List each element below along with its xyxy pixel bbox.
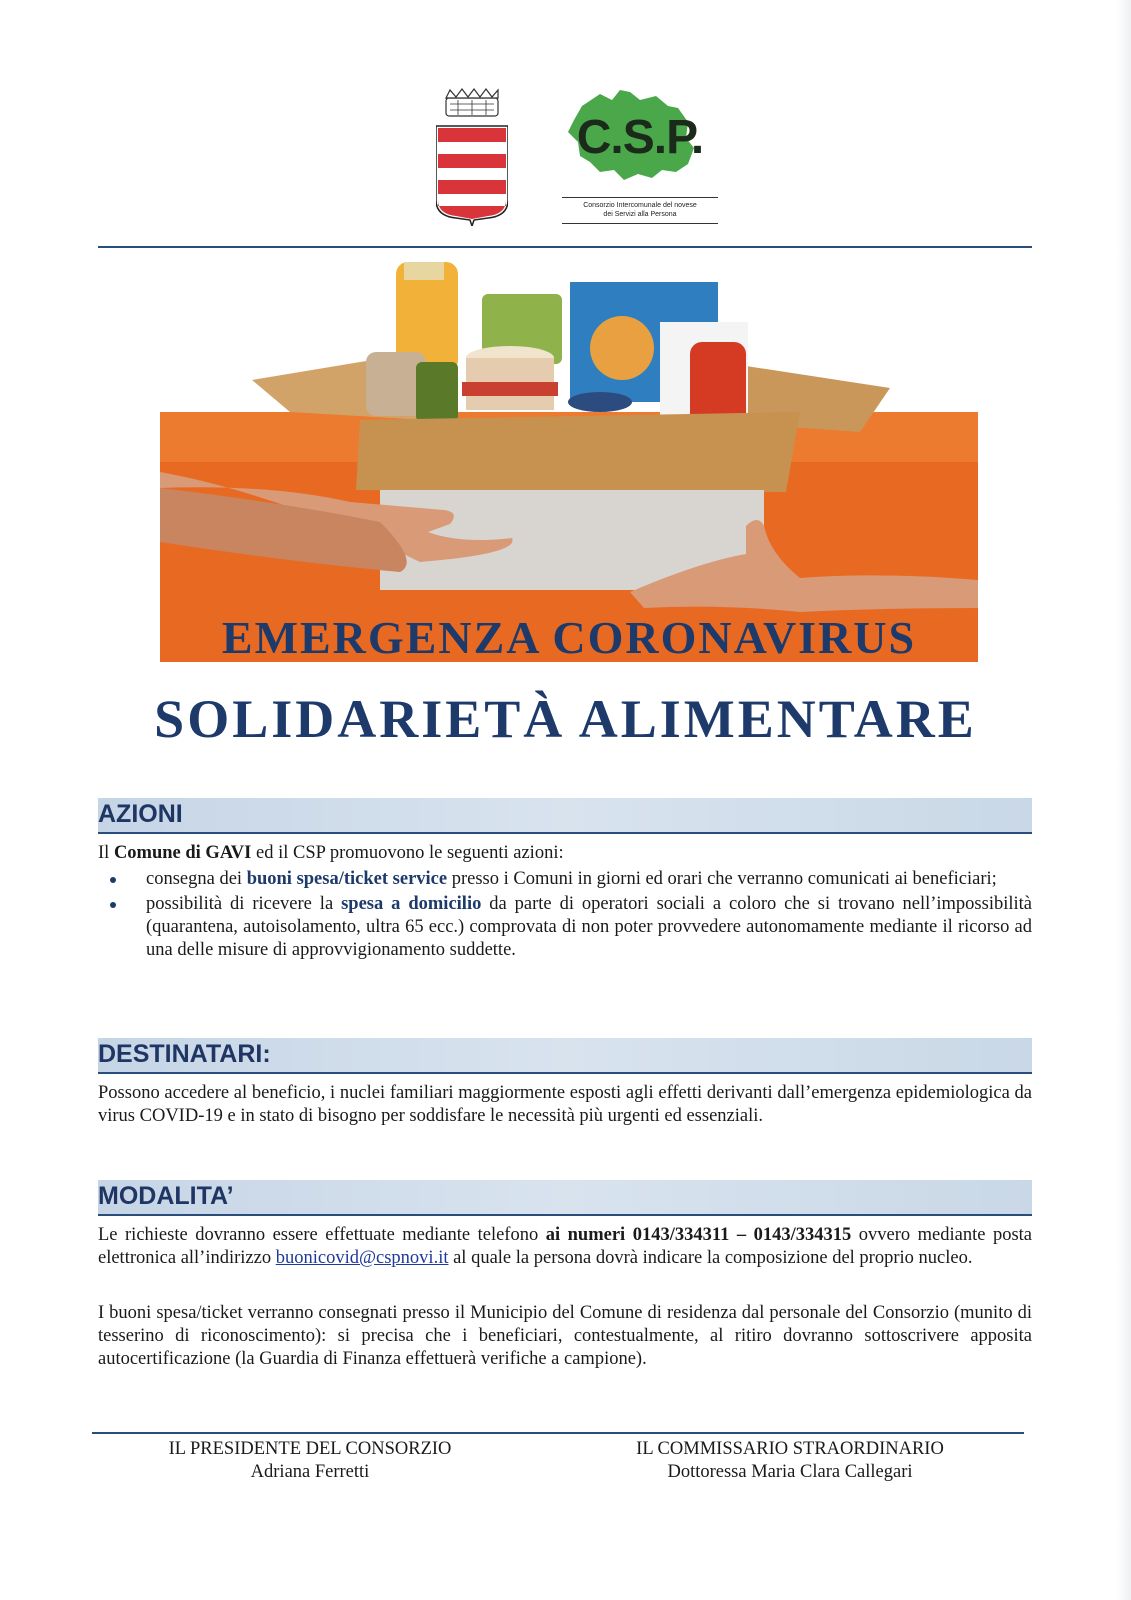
azioni-intro-pre: Il (98, 843, 114, 863)
bullet2-bold: spesa a domicilio (341, 894, 482, 914)
csp-logo-text: C.S.P. (576, 111, 704, 164)
bullet1-bold: buoni spesa/ticket service (246, 869, 448, 889)
email-link[interactable]: buonicovid@cspnovi.it (275, 1248, 449, 1268)
food-box-illustration (160, 262, 978, 662)
footer-divider (92, 1432, 1024, 1434)
bullet-dot-icon (110, 902, 116, 908)
azioni-list (98, 868, 1032, 964)
list-item (98, 868, 1032, 891)
csp-subtitle-line2: dei Servizi alla Persona (603, 211, 677, 218)
bullet1-post: presso i Comuni in giorni ed orari che verranno comunicati ai beneficiari; (447, 869, 997, 889)
destinatari-text: Possono accedere al beneficio, i nuclei familiari maggiormente esposti agli effetti derivanti dall’emergenza epidemiologica da virus COVID-19 e in stato di bisogno per soddisfare le necessità più urgenti ed essenziali. (98, 1083, 1032, 1126)
gavi-coat-of-arms-logo (436, 88, 508, 226)
section-heading-modalita (98, 1180, 1032, 1216)
bullet-dot-icon (110, 877, 116, 883)
azioni-intro-post: ed il CSP promuovono le seguenti azioni: (251, 843, 564, 863)
signature-left-name: Adriana Ferretti (250, 1462, 370, 1482)
section-heading-destinatari-label: DESTINATARI: (98, 1040, 271, 1068)
list-item (98, 893, 1032, 962)
modalita-paragraph-1 (98, 1224, 1032, 1270)
modalita-p1-pre: Le richieste dovranno essere effettuate mediante telefono (98, 1225, 546, 1245)
page-title: SOLIDARIETÀ ALIMENTARE (154, 689, 977, 749)
signature-left (150, 1438, 470, 1484)
page-edge-shadow (1117, 0, 1131, 1600)
section-heading-destinatari (98, 1038, 1032, 1074)
csp-subtitle-line1: Consorzio Intercomunale del novese (583, 202, 697, 209)
azioni-intro (98, 842, 1032, 865)
modalita-paragraph-2: I buoni spesa/ticket verranno consegnati presso il Municipio del Comune di residenza dal personale del Consorzio (munito di tesserino di riconoscimento): si precisa che i beneficiari, contestualmente, al ritiro dovranno sottoscrivere apposita autocertificazione (la Guardia di Finanza effettuerà verifiche a campione). (98, 1303, 1032, 1369)
azioni-intro-bold: Comune di GAVI (113, 843, 252, 863)
modalita-phone-numbers: ai numeri 0143/334311 – 0143/334315 (545, 1225, 852, 1245)
header-divider (98, 246, 1032, 248)
signature-left-role: IL PRESIDENTE DEL CONSORZIO (168, 1439, 452, 1459)
bullet2-pre: possibilità di ricevere la (146, 894, 342, 914)
bullet1-pre: consegna dei (146, 869, 247, 889)
signature-right-name: Dottoressa Maria Clara Callegari (667, 1462, 913, 1482)
section-heading-modalita-label: MODALITA’ (98, 1182, 234, 1210)
section-heading-azioni (98, 798, 1032, 834)
modalita-p1-post: al quale la persona dovrà indicare la composizione del proprio nucleo. (448, 1248, 973, 1268)
hero-banner-text: EMERGENZA CORONAVIRUS (221, 612, 917, 663)
modalita-p1-mid: ovvero mediante posta elettronica all’indirizzo (98, 1225, 1032, 1268)
bullet2-post: da parte di operatori sociali a coloro che si trovano nell’impossibilità (quarantena, autoisolamento, ultra 65 ecc.) comprovata di non poter provvedere autonomamente mediante il ricorso ad una delle misure di approvvigionamento suddette. (146, 894, 1032, 960)
section-heading-azioni-label: AZIONI (98, 800, 183, 828)
signature-right-role: IL COMMISSARIO STRAORDINARIO (636, 1439, 944, 1459)
csp-subtitle (562, 197, 718, 224)
signature-right (610, 1438, 970, 1484)
